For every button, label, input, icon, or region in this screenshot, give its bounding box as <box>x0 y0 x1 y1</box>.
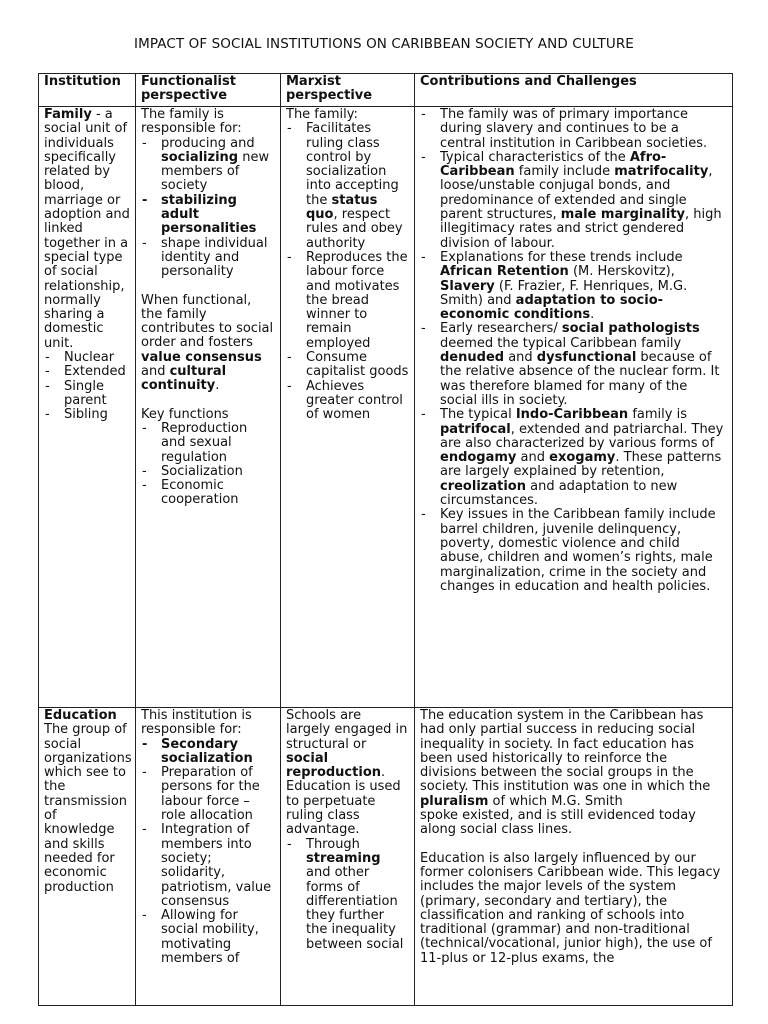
header-contributions: Contributions and Challenges <box>415 74 733 107</box>
family-key-functions-label: Key functions <box>141 406 229 422</box>
header-row <box>39 74 733 107</box>
family-marxist-intro: The family: <box>286 107 358 122</box>
family-functionalist-cell <box>136 107 281 708</box>
family-functionalist-item: - stabilizing adult personalities <box>141 194 275 237</box>
family-functionalist-item: - shape individual identity and personality <box>141 237 275 280</box>
education-contributions-paragraph-2: Education is also largely influenced by our former colonisers Caribbean wide. This legacy includes the major levels of the system (primary, secondary and tertiary), the classification and ranking of schools into traditional (grammar) and non-traditional (technical/vocational, junior high), the use of 11-plus or 12-plus exams, the <box>420 850 721 966</box>
education-contributions-paragraph-1: The education system in the Caribbean has had only partial success in reducing social inequality in society. In fact education has been used historically to reinforce the divisions between the social groups in the society. This institution was one in which the pluralism of which M.G. Smith spoke existed, and is still evidenced today along social class lines. <box>420 708 711 838</box>
family-functionalist-intro: The family is responsible for: <box>141 107 242 137</box>
family-contributions-list <box>420 108 727 594</box>
header-institution: Institution <box>39 74 136 107</box>
contribution-item: - Key issues in the Caribbean family include barrel children, juvenile delinquency, poverty, domestic violence and child abuse, children and women’s rights, male marginalization, crime in the society and changes in education and health policies. <box>420 508 727 594</box>
education-functionalist-item: - Allowing for social mobility, motivating members of <box>141 909 275 966</box>
education-marxist-list <box>286 838 409 952</box>
header-functionalist: Functionalist perspective <box>136 74 281 107</box>
education-row <box>39 708 733 1006</box>
family-type-item: - Sibling <box>44 408 130 422</box>
family-contributions-cell <box>415 107 733 708</box>
education-name: Education <box>44 708 117 723</box>
education-functionalist-item: - Secondary socialization <box>141 738 275 767</box>
key-function-item: - Socialization <box>141 465 275 479</box>
family-type-item: - Extended <box>44 365 130 379</box>
institutions-table <box>38 73 733 1006</box>
family-functionalist-list <box>141 137 275 280</box>
family-functionalist-item: - producing and socializing new members of society <box>141 137 275 194</box>
education-contributions-cell <box>415 708 733 1006</box>
family-definition: - a social unit of individuals specifically related by blood, marriage or adoption and linked together in a special type of social relationship, normally sharing a domestic unit. <box>44 107 130 351</box>
family-marxist-list <box>286 122 409 422</box>
family-types-list <box>44 351 130 422</box>
family-marxist-item: - Facilitates ruling class control by socialization into accepting the status quo, respect rules and obey authority <box>286 122 409 251</box>
contribution-item: - Early researchers/ social pathologists deemed the typical Caribbean family denuded and dysfunctional because of the relative absence of the nuclear form. It was therefore blamed for many of the social ills in society. <box>420 322 727 408</box>
contribution-item: - Typical characteristics of the Afro-Caribbean family include matrifocality, loose/unstable conjugal bonds, and predominance of extended and single parent structures, male marginality, high illegitimacy rates and strict gendered division of labour. <box>420 151 727 251</box>
family-marxist-cell <box>281 107 415 708</box>
contribution-item: - The family was of primary importance during slavery and continues to be a central institution in Caribbean societies. <box>420 108 727 151</box>
family-key-functions-list <box>141 422 275 508</box>
family-marxist-item: - Reproduces the labour force and motivates the bread winner to remain employed <box>286 251 409 351</box>
family-name: Family <box>44 107 92 122</box>
family-marxist-item: - Achieves greater control of women <box>286 380 409 423</box>
key-function-item: - Reproduction and sexual regulation <box>141 422 275 465</box>
family-type-item: - Single parent <box>44 380 130 409</box>
contribution-item: - The typical Indo-Caribbean family is patrifocal, extended and patriarchal. They are also characterized by various forms of endogamy and exogamy. These patterns are largely explained by retention, creolization and adaptation to new circumstances. <box>420 408 727 508</box>
education-marxist-cell <box>281 708 415 1006</box>
family-functionalist-paragraph: When functional, the family contributes to social order and fosters value consensus and cultural continuity. <box>141 292 274 394</box>
family-institution-cell <box>39 107 136 708</box>
education-functionalist-cell <box>136 708 281 1006</box>
contribution-item: - Explanations for these trends include African Retention (M. Herskovitz), Slavery (F. Frazier, F. Henriques, M.G. Smith) and adaptation to socio-economic conditions. <box>420 251 727 322</box>
education-functionalist-intro: This institution is responsible for: <box>141 708 252 738</box>
family-row <box>39 107 733 708</box>
education-institution-cell <box>39 708 136 1006</box>
education-marxist-item: - Through streaming and other forms of differentiation they further the inequality between social <box>286 838 409 952</box>
key-function-item: - Economic cooperation <box>141 479 275 508</box>
education-functionalist-item: - Integration of members into society; solidarity, patriotism, value consensus <box>141 823 275 909</box>
family-type-item: - Nuclear <box>44 351 130 365</box>
education-functionalist-list <box>141 738 275 967</box>
education-definition: The group of social organizations which see to the transmission of knowledge and skills needed for economic production <box>44 722 132 895</box>
header-marxist: Marxist perspective <box>281 74 415 107</box>
family-marxist-item: - Consume capitalist goods <box>286 351 409 380</box>
education-functionalist-item: - Preparation of persons for the labour force – role allocation <box>141 766 275 823</box>
page-title: IMPACT OF SOCIAL INSTITUTIONS ON CARIBBEAN SOCIETY AND CULTURE <box>134 36 634 52</box>
education-marxist-paragraph: Schools are largely engaged in structural or social reproduction. Education is used to perpetuate ruling class advantage. <box>286 708 408 838</box>
